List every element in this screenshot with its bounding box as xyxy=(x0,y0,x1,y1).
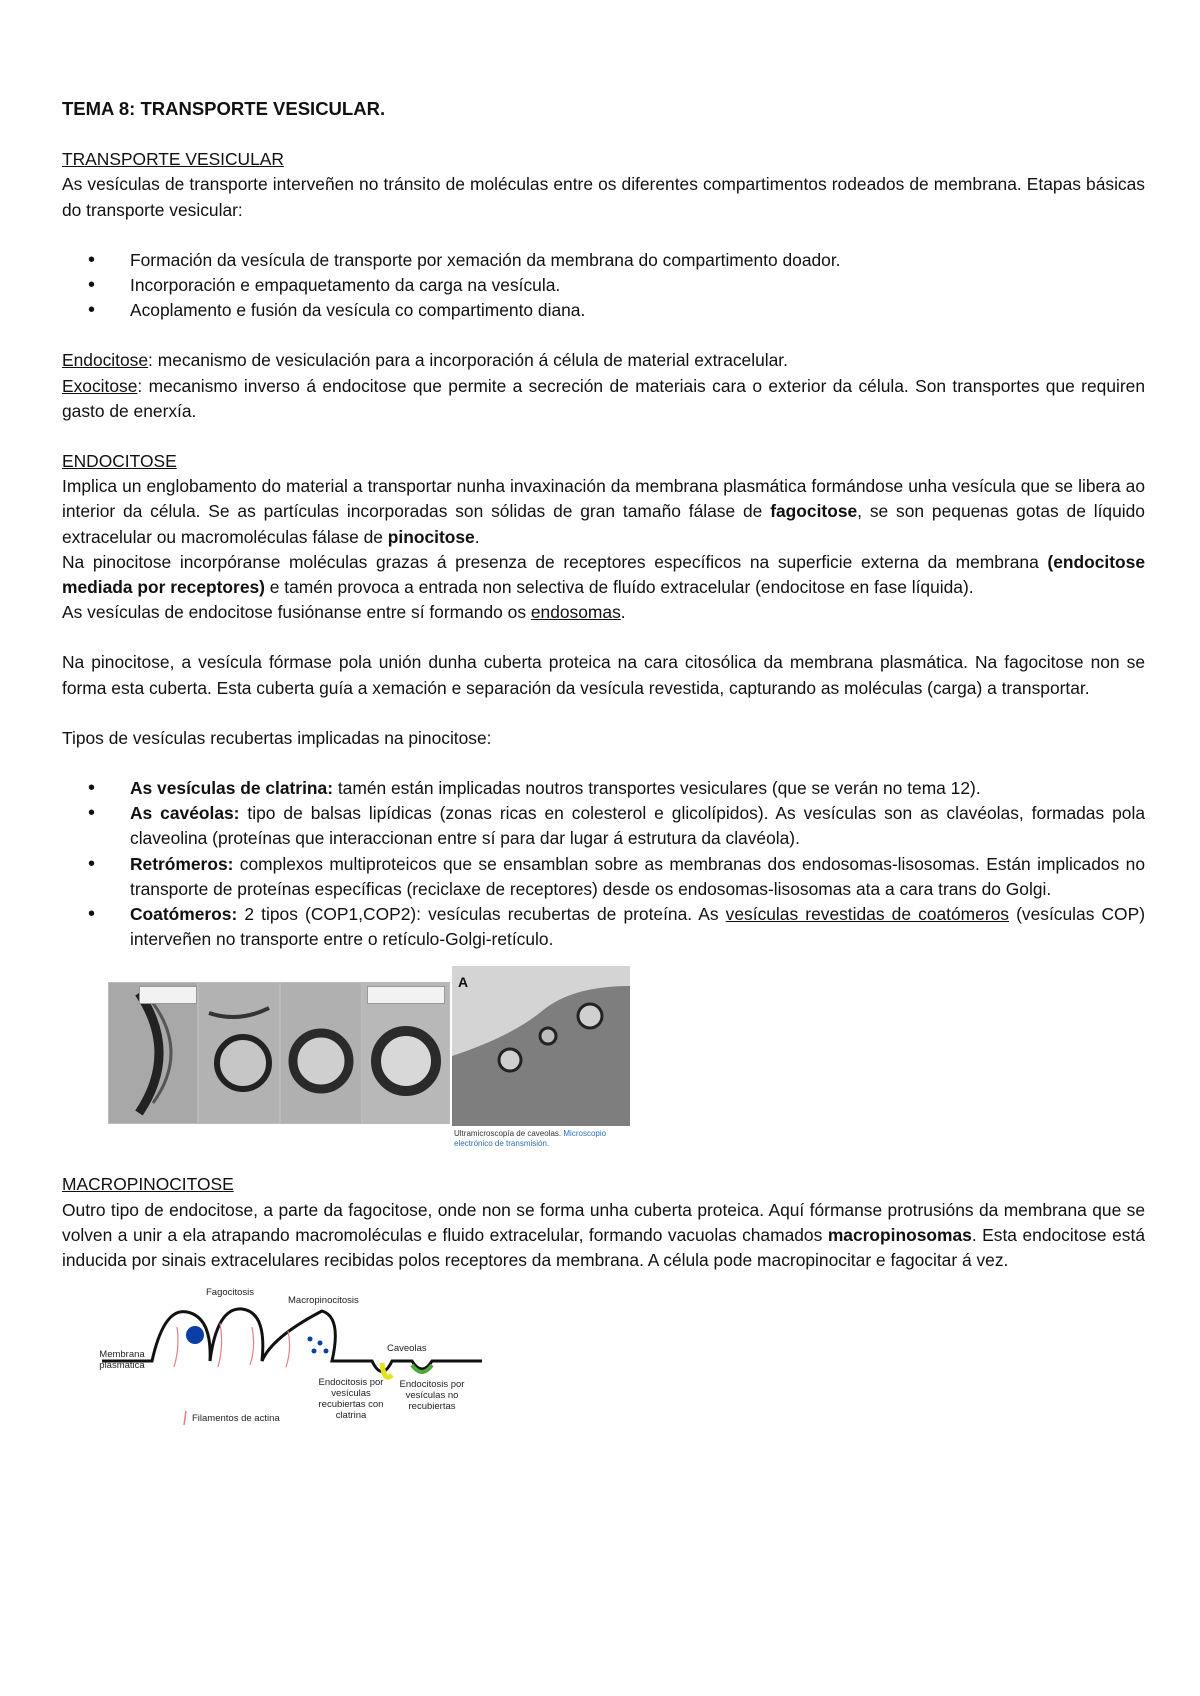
micrograph-panel-1 xyxy=(108,982,198,1124)
list-item: • As vesículas de clatrina: tamén están implicadas noutros transportes vesiculares (que se verán no tema 12). xyxy=(62,776,1145,801)
list-item: • As cavéolas: tipo de balsas lipídicas (zonas ricas en colesterol e glicolípidos). As vesículas son as clavéolas, formadas pola claveolina (proteínas que interaccionan entre sí para dar lugar á estrutura da clavéola). xyxy=(62,801,1145,851)
endocitose-definition: Endocitose: mecanismo de vesiculación para a incorporación á célula de material extracelular. xyxy=(62,350,788,371)
caveolae-image xyxy=(452,966,630,1126)
section-heading-transporte: TRANSPORTE VESICULAR xyxy=(62,149,284,170)
endocitose-paragraph-4: Na pinocitose, a vesícula fórmase pola unión dunha cuberta proteica na cara citosólica da membrana plasmática. Na fagocitose non se forma esta cuberta. Esta cuberta guía a xemación e separación da vesícula revestida, capturando as moléculas (carga) a transportar. xyxy=(62,652,1145,698)
phagocytosed-particle xyxy=(186,1326,204,1344)
plasma-membrane xyxy=(102,1309,482,1372)
exocitose-definition: Exocitose: mecanismo inverso á endocitose que permite a secreción de materiais cara o exterior da célula. Son transportes que requiren gasto de enerxía. xyxy=(62,375,1145,421)
label-macropinocitosis: Macropinocitosis xyxy=(288,1295,359,1307)
label-no-recubiertas: Endocitosis por vesículas no recubiertas xyxy=(399,1379,465,1413)
document-page xyxy=(62,96,1145,1437)
endocitose-paragraph-3: As vesículas de endocitose fusiónanse entre sí formando os endosomas. xyxy=(62,602,626,623)
membrane-diagram-svg xyxy=(92,1287,512,1437)
list-item: • Incorporación e empaquetamento da carga na vesícula. xyxy=(62,273,1145,298)
list-item: • Formación da vesícula de transporte por xemación da membrana do compartimento doador. xyxy=(62,248,1145,273)
list-item: • Coatómeros: 2 tipos (COP1,COP2): vesículas recubertas de proteína. As vesículas revestidas de coatómeros (vesículas COP) interveñen no transporte entre o retículo-Golgi-retículo. xyxy=(62,902,1145,952)
label-membrana: Membrana plasmática xyxy=(99,1349,145,1372)
actin-legend-mark xyxy=(184,1411,186,1425)
micrograph-tag xyxy=(367,986,445,1004)
transporte-intro: As vesículas de transporte interveñen no tránsito de moléculas entre os diferentes compartimentos rodeados de membrana. Etapas básicas do transporte vesicular: xyxy=(62,174,1145,220)
macropinocitose-paragraph: Outro tipo de endocitose, a parte da fagocitose, onde non se forma unha cuberta proteica. Aquí fórmanse protrusións da membrana que se volven a unir a ela atrapando macromoléculas e fluido extracelular, formando vacuolas chamados macropinosomas. Esta endocitose está inducida por sinais extracelulares recibidas polos receptores da membrana. A célula pode macropinocitar e fagocitar á vez. xyxy=(62,1199,1145,1271)
endocitose-paragraph-5: Tipos de vesículas recubertas implicadas na pinocitose: xyxy=(62,727,492,748)
exocitose-term: Exocitose xyxy=(62,375,138,396)
transporte-steps-list xyxy=(62,248,1145,324)
label-caveolas: Caveolas xyxy=(387,1343,427,1355)
micrograph-panel-3 xyxy=(280,982,362,1124)
caveolae-micrograph xyxy=(452,966,630,1152)
micrograph-panel-2 xyxy=(198,982,280,1124)
endocitose-paragraph-2: Na pinocitose incorpóranse moléculas grazas á presenza de receptores específicos na superficie externa da membrana (endocitose mediada por receptores) e tamén provoca a entrada non selectiva de fluído extracelular (endocitose en fase líquida). xyxy=(62,551,1145,598)
vesicle-types-list xyxy=(62,776,1145,952)
micrograph-caption: Ultramicroscopía de caveolas. Microscopio electrónico de transmisión. xyxy=(454,1129,607,1149)
electron-micrograph-figure xyxy=(62,966,1145,1154)
section-heading-macropinocitose: MACROPINOCITOSE xyxy=(62,1174,234,1195)
label-actina: Filamentos de actina xyxy=(192,1413,280,1425)
panel-letter: A xyxy=(458,974,469,991)
micrograph-panel-4 xyxy=(362,982,450,1124)
document-title: TEMA 8: TRANSPORTE VESICULAR. xyxy=(62,98,386,119)
label-clatrina: Endocitosis por vesículas recubiertas con clatrina xyxy=(318,1377,384,1422)
endocytosis-diagram xyxy=(62,1287,1145,1437)
endocitose-term: Endocitose xyxy=(62,350,149,371)
endocitose-paragraph-1: Implica un englobamento do material a transportar nunha invaxinación da membrana plasmática formándose unha vesícula que se libera ao interior da célula. Se as partículas incorporadas son sólidas de gran tamaño fálase de fagocitose, se son pequenas gotas de líquido extracelular ou macromoléculas fálase de pinocitose. xyxy=(62,476,1145,547)
section-heading-endocitose: ENDOCITOSE xyxy=(62,451,177,472)
list-item: • Retrómeros: complexos multiproteicos que se ensamblan sobre as membranas dos endosomas-lisosomas. Están implicados no transporte de proteínas específicas (reciclaxe de receptores) desde os endosomas-lisosomas ata a cara trans do Golgi. xyxy=(62,852,1145,902)
label-fagocitosis: Fagocitosis xyxy=(206,1287,255,1299)
micrograph-tag xyxy=(139,986,197,1004)
list-item: • Acoplamento e fusión da vesícula co compartimento diana. xyxy=(62,298,1145,323)
endosomas-term: endosomas xyxy=(530,602,621,623)
